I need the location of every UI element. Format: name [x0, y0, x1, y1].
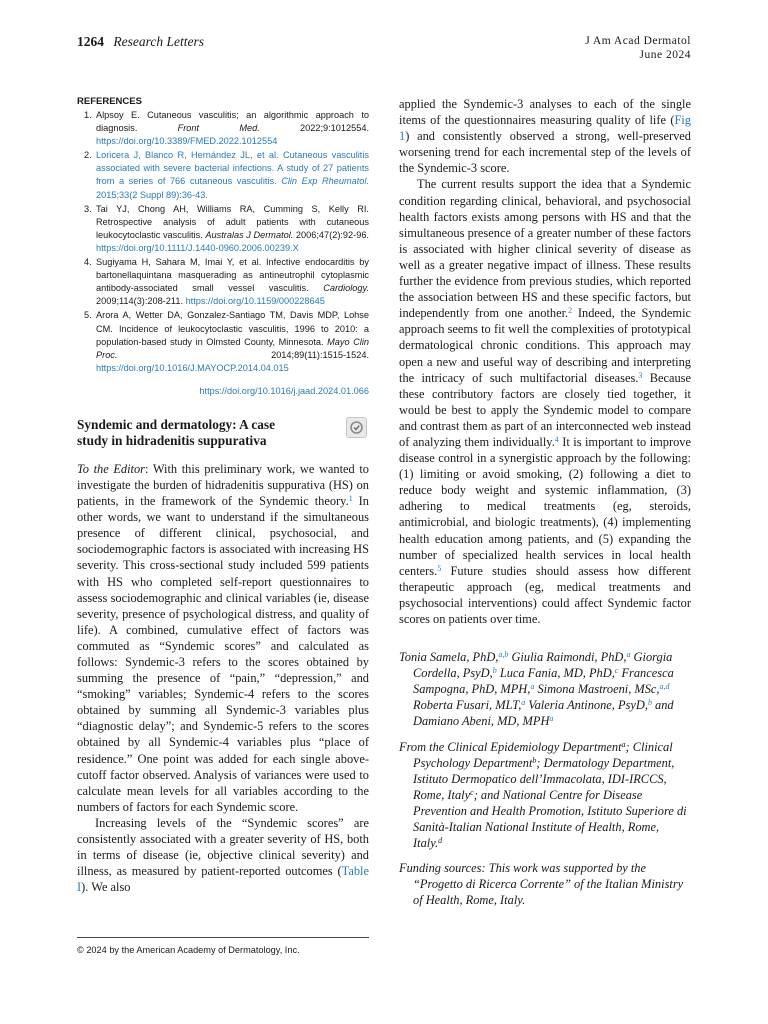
reference-item: 4. Sugiyama H, Sahara M, Imai Y, et al. Infective endocarditis by bartonellaquintana masquerading as antineutrophil cytoplasmic antibody-associated small vessel vasculitis. Cardiology. 2009;114(3):208-211. https://doi.org/10.1159/000228645: [84, 257, 369, 307]
citation-link[interactable]: 4: [554, 434, 559, 444]
reference-doi-link[interactable]: https://doi.org/10.1111/J.1440-0960.2006.00239.X: [96, 242, 299, 253]
article-title: Syndemic and dermatology: A case study in hidradenitis suppurativa: [77, 417, 369, 450]
paragraph: To the Editor: With this preliminary work, we wanted to investigate the burden of hidradenitis suppurativa (HS) on patients, in the framework of the Syndemic theory.$^1$ In other words, we want to understand if the simultaneous presence of different clinical, psychosocial, and sociodemographic factors is associated with increasing HS severity. This cross-sectional study included 599 patients with HS who completed self-report questionnaires to assess sociodemographic and clinical variables (ie, disease severity, presence of psychological distress, and quality of life). A combined, cumulative effect of factors was commuted as “Syndemic scores” and calculated as follows: Syndemic-3 refers to the scores obtained by summing the presence of “pain,” “depression,” and “smoking” variables; Syndemic-4 refers to the scores obtained by summing all Syndemic-3 variables plus “diagnostic delay”; and Syndemic-5 refers to the scores obtained by all Syndemic-4 variables plus “place of residence.” One point was added for each single above-cutoff factor observed. Analysis of variances were used to calculate mean levels for all variables according to the numbers of factors for each Syndemic score.: [77, 461, 370, 814]
reference-link[interactable]: Loricera J, Blanco R, Hernández JL, et al. Cutaneous vasculitis associated with severe bacterial infections. A study of 27 patients from a series of 766 cutaneous vasculitis. Clin Exp Rheumatol. 2015;33(2 Suppl 89):36-43.: [96, 150, 370, 200]
reference-doi-link[interactable]: https://doi.org/10.1159/000228645: [185, 296, 325, 307]
issue-date: June 2024: [639, 49, 691, 61]
reference-item: 5. Arora A, Wetter DA, Gonzalez-Santiago TM, Davis MDP, Lohse CM. Incidence of leukocytoclastic vasculitis, 1996 to 2010: a population-based study in Olmsted County, Minnesota. Mayo Clin Proc. 2014;89(11):1515-1524. https://doi.org/10.1016/J.MAYOCP.2014.04.015: [84, 310, 369, 373]
figure-link[interactable]: Fig 1: [399, 113, 691, 144]
reference-list: [77, 109, 369, 375]
right-column: [399, 96, 691, 909]
running-header-left: [77, 34, 204, 50]
references-heading: REFERENCES: [77, 96, 142, 107]
paragraph: Increasing levels of the “Syndemic scores” are consistently associated with a greater severity of HS, both in terms of disease (ie, objective clinical severity) and illness, as measured by patient-reported outcomes (Table I). We also: [77, 815, 369, 895]
reference-doi-link[interactable]: https://doi.org/10.3389/FMED.2022.1012554: [96, 136, 278, 147]
reference-item: 2. Loricera J, Blanco R, Hernández JL, et al. Cutaneous vasculitis associated with severe bacterial infections. A study of 27 patients from a series of 766 cutaneous vasculitis. Clin Exp Rheumatol. 2015;33(2 Suppl 89):36-43.: [84, 150, 370, 200]
section-name: Research Letters: [113, 34, 204, 49]
article-doi-link[interactable]: https://doi.org/10.1016/j.jaad.2024.01.066: [199, 385, 369, 396]
left-column: [77, 96, 369, 895]
citation-link[interactable]: 3: [638, 370, 643, 380]
citation-link[interactable]: 1: [348, 494, 353, 504]
running-header-right: [585, 34, 691, 62]
affiliations: From the Clinical Epidemiology Department$^a$; Clinical Psychology Department$^b$; Dermatology Department, Istituto Dermopatico dell’Immacolata, IDI-IRCCS, Rome, Italy$^c$; and National Centre for Disease Prevention and Health Promotion, Istituto Superiore di Sanità-Italian National Institute of Health, Rome, Italy.$^d$: [399, 739, 687, 851]
funding-sources: Funding sources: This work was supported by the “Progetto di Ricerca Corrente” of the Italian Ministry of Health, Rome, Italy.: [399, 861, 684, 908]
check-for-updates-icon[interactable]: [346, 417, 367, 438]
copyright-notice: © 2024 by the American Academy of Dermatology, Inc.: [77, 945, 300, 955]
paragraph: The current results support the idea that a Syndemic condition regarding clinical, behavioral, and psychosocial health factors exists among persons with HS and that the simultaneous presence of a greater number of these factors is associated with higher clinical severity of disease as well as a greater negative impact of illness. These results further the evidence from previous studies, which reported the association between HS and these specific factors, but independently from one another.$^2$ Indeed, the Syndemic approach seems to fit well the complexities of prototypical dermatological chronic conditions. This approach may open a new and useful way of describing and interpreting the intricacy of such multifactorial diseases.$^3$ Because these contributory factors are closely tied together, it would be best to apply the Syndemic model to compare and contrast them as part of an interconnected web instead of analyzing them individually.$^4$ It is important to improve disease control in a synergistic approach by the following: (1) limiting or avoid smoking, (2) following a diet to reduce body weight and systemic inflammation, (3) adhering to medical treatments (eg, steroids, antimicrobial, and biologic treatments), (4) implementing health education among patients, and (5) expanding the number of specialized health services in local health centers.$^5$ Future studies should assess how different therapeutic approach (eg, medical treatments and psychosocial interventions) could affect Syndemic factor scores on patients over time.: [399, 177, 692, 626]
reference-item: 1. Alpsoy E. Cutaneous vasculitis; an algorithmic approach to diagnosis. Front Med. 2022;9:1012554. https://doi.org/10.3389/FMED.2022.1012554: [84, 110, 369, 147]
table-link[interactable]: Table I: [77, 864, 369, 895]
reference-item: 3. Tai YJ, Chong AH, Williams RA, Cumming S, Kelly RI. Retrospective analysis of adult patients with cutaneous leukocytoclastic vasculitis. Australas J Dermatol. 2006;47(2):92-96. https://doi.org/10.1111/J.1440-0960.2006.00239.X: [84, 203, 369, 253]
footer-divider: [77, 937, 369, 938]
journal-name: J Am Acad Dermatol: [585, 35, 691, 47]
paragraph-continued: applied the Syndemic-3 analyses to each of the single items of the questionnaires measuring quality of life (Fig 1) and consistently observed a strong, well-preserved worsening trend for each incremental step of the levels of the Syndemic-3 score.: [399, 97, 691, 176]
citation-link[interactable]: 2: [568, 306, 573, 316]
reference-doi-link[interactable]: https://doi.org/10.1016/J.MAYOCP.2014.04.015: [96, 362, 289, 373]
citation-link[interactable]: 5: [437, 563, 442, 573]
page-number: 1264: [77, 34, 104, 49]
author-list: Tonia Samela, PhD,$^{a,b}$ Giulia Raimondi, PhD,$^a$ Giorgia Cordella, PsyD,$^b$ Luca Fania, MD, PhD,$^c$ Francesca Sampogna, PhD, MPH,$^a$ Simona Mastroeni, MSc,$^{a,d}$ Roberta Fusari, MLT,$^a$ Valeria Antinone, PsyD,$^b$ and Damiano Abeni, MD, MPH$^a$: [399, 650, 674, 729]
